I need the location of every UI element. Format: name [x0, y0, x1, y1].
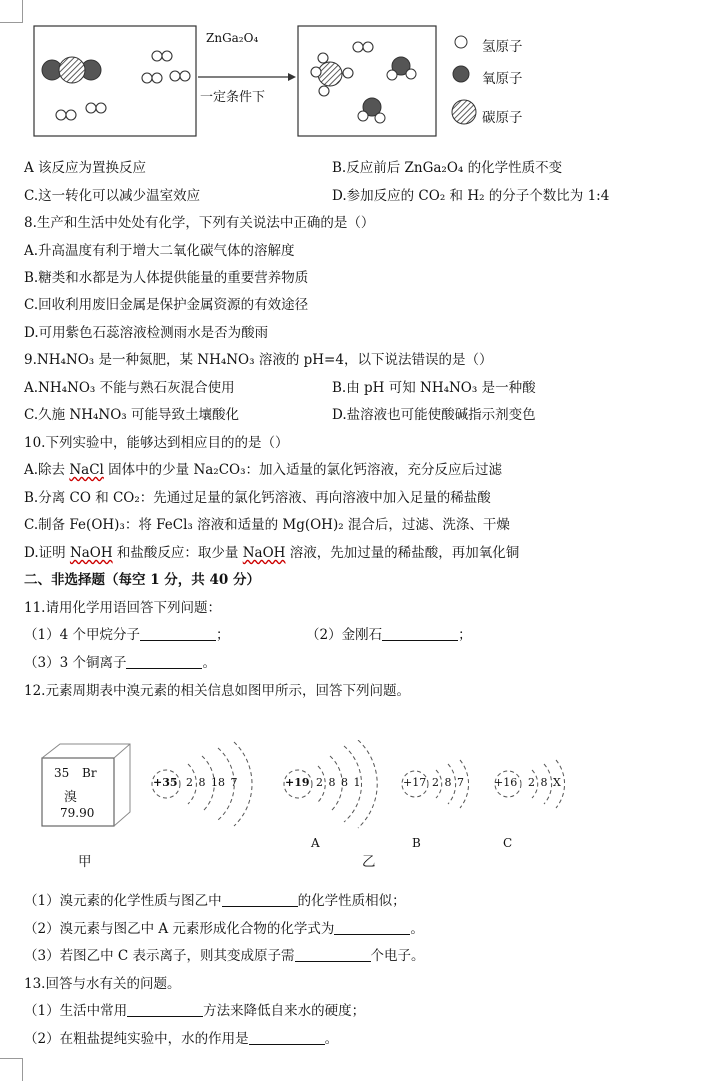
q7-option-b: B.反应前后 ZnGa₂O₄ 的化学性质不变	[332, 160, 563, 176]
q12-part-1-end: 的化学性质相似；	[297, 893, 406, 909]
q10-option-c: C.制备 Fe(OH)₃：将 FeCl₃ 溶液和适量的 Mg(OH)₂ 混合后，过滤、洗涤、干燥	[24, 517, 510, 533]
q7-option-a: A 该反应为置换反应	[24, 160, 147, 176]
q12-part-2-text: （2）溴元素与图乙中 A 元素形成化合物的化学式为	[24, 921, 335, 937]
q13-part-2-text: （2）在粗盐提纯实验中，水的作用是	[24, 1031, 249, 1047]
diagram-c-nucleus: +16	[494, 776, 518, 789]
co2-molecule	[42, 57, 101, 83]
element-name: 溴	[64, 790, 78, 805]
diagram-a-nucleus: +19	[285, 776, 310, 789]
q9-stem: 9.NH₄NO₃ 是一种氮肥，某 NH₄NO₃ 溶液的 pH=4，以下说法错误的是（）	[24, 352, 493, 368]
element-atomic-number: 35	[54, 766, 70, 780]
diagram-label-a: A	[311, 836, 320, 850]
q11-part-2-text: （2）金刚石	[306, 627, 383, 643]
hydrogen-atom-icon	[455, 36, 467, 48]
answer-blank[interactable]	[334, 920, 410, 935]
answer-blank[interactable]	[249, 1030, 325, 1045]
diagram-a-shells: 2 8 8 1	[316, 776, 361, 789]
h2o-molecule	[358, 98, 385, 123]
q10-a-suffix: 固体中的少量 Na₂CO₃：加入适量的氯化钙溶液，充分反应后过滤	[103, 462, 503, 478]
q13-part-1-end: 方法来降低自来水的硬度；	[203, 1003, 366, 1019]
q10-a-prefix: A.除去	[24, 462, 70, 478]
q7-option-c: C.这一转化可以减少温室效应	[24, 188, 201, 204]
q12-part-1	[24, 889, 406, 909]
oxygen-atom-icon	[453, 66, 469, 82]
q12-part-2	[24, 917, 424, 937]
answer-blank[interactable]	[126, 654, 202, 669]
page-corner-mark-bottom	[0, 1058, 23, 1081]
q7-option-d: D.参加反应的 CO₂ 和 H₂ 的分子个数比为 1:4	[332, 188, 610, 204]
diagram-c-shells: 2 8 X	[528, 776, 561, 789]
q13-part-1-text: （1）生活中常用	[24, 1003, 128, 1019]
q12-part-3-text: （3）若图乙中 C 表示离子，则其变成原子需	[24, 948, 295, 964]
q10-option-d	[24, 541, 519, 561]
page-corner-mark-top	[0, 0, 23, 23]
q8-option-b: B.糖类和水都是为人体提供能量的重要营养物质	[24, 270, 309, 286]
q13-part-2	[24, 1027, 338, 1047]
q11-part-2	[306, 623, 472, 643]
ch4-molecule	[311, 53, 353, 96]
q11-part-1	[24, 623, 229, 643]
q11-part-1-end: ；	[215, 627, 230, 643]
q8-option-a: A.升高温度有利于增大二氧化碳气体的溶解度	[24, 243, 295, 259]
q11-part-3-end: 。	[202, 655, 216, 671]
q11-stem: 11.请用化学用语回答下列问题：	[24, 600, 221, 616]
q10-option-b: B.分离 CO 和 CO₂：先通过足量的氯化钙溶液、再向溶液中加入足量的稀盐酸	[24, 490, 491, 506]
element-atomic-mass: 79.90	[60, 806, 95, 820]
answer-blank[interactable]	[140, 626, 216, 641]
h2o-molecule	[387, 57, 416, 80]
catalyst-label: ZnGa₂O₄	[206, 31, 259, 45]
legend-hydrogen-label: 氢原子	[482, 39, 523, 55]
q11-part-2-end: ；	[458, 627, 472, 643]
q10-d-formula-1: NaOH	[69, 545, 113, 561]
answer-blank[interactable]	[382, 626, 458, 641]
section-2-heading: 二、非选择题（每空 1 分，共 40 分）	[24, 572, 260, 588]
diagram-label-c: C	[503, 836, 513, 850]
diagram-label-b: B	[412, 836, 421, 850]
q11-part-1-text: （1）4 个甲烷分子	[24, 627, 140, 643]
q13-stem: 13.回答与水有关的问题。	[24, 976, 181, 992]
q10-stem: 10.下列实验中，能够达到相应目的的是（）	[24, 435, 289, 451]
q11-part-3	[24, 651, 216, 671]
caption-jia: 甲	[78, 854, 92, 870]
legend-carbon-label: 碳原子	[482, 110, 523, 126]
atomic-structure-diagrams	[140, 740, 580, 840]
diagram-br-nucleus: +35	[153, 776, 178, 789]
diagram-br-shells: 2 8 18 7	[186, 776, 238, 789]
q12-part-3-end: 个电子。	[370, 948, 425, 964]
q9-option-c: C.久施 NH₄NO₃ 可能导致土壤酸化	[24, 407, 240, 423]
q10-d-formula-2: NaOH	[242, 545, 286, 561]
q11-part-3-text: （3）3 个铜离子	[24, 655, 127, 671]
q13-part-2-end: 。	[324, 1031, 339, 1047]
diagram-b-nucleus: +17	[403, 776, 427, 789]
q10-a-formula: NaCl	[69, 462, 104, 478]
q8-option-c: C.回收利用废旧金属是保护金属资源的有效途径	[24, 297, 309, 313]
q10-d-prefix: D.证明	[24, 545, 70, 561]
q10-d-middle: 和盐酸反应：取少量	[112, 545, 243, 561]
answer-blank[interactable]	[295, 947, 371, 962]
q13-part-1	[24, 999, 365, 1019]
carbon-atom-icon	[452, 100, 476, 124]
q12-part-2-end: 。	[410, 921, 424, 937]
q12-stem: 12.元素周期表中溴元素的相关信息如图甲所示，回答下列问题。	[24, 683, 410, 699]
q10-d-suffix: 溶液，先加过量的稀盐酸，再加氧化铜	[285, 545, 520, 561]
q8-stem: 8.生产和生活中处处有化学，下列有关说法中正确的是（）	[24, 215, 375, 231]
q12-part-3	[24, 944, 425, 964]
reaction-diagram	[30, 22, 550, 144]
diagram-b-shells: 2 8 7	[432, 776, 464, 789]
q12-part-1-text: （1）溴元素的化学性质与图乙中	[24, 893, 222, 909]
answer-blank[interactable]	[222, 892, 298, 907]
q10-option-a	[24, 458, 502, 478]
q8-option-d: D.可用紫色石蕊溶液检测雨水是否为酸雨	[24, 325, 269, 341]
answer-blank[interactable]	[127, 1002, 203, 1017]
condition-label: 一定条件下	[200, 90, 266, 105]
caption-yi: 乙	[362, 854, 376, 870]
q9-option-d: D.盐溶液也可能使酸碱指示剂变色	[332, 407, 536, 423]
legend-oxygen-label: 氧原子	[482, 71, 523, 87]
element-symbol: Br	[82, 766, 97, 780]
q9-option-b: B.由 pH 可知 NH₄NO₃ 是一种酸	[332, 380, 536, 396]
q9-option-a: A.NH₄NO₃ 不能与熟石灰混合使用	[24, 380, 235, 396]
